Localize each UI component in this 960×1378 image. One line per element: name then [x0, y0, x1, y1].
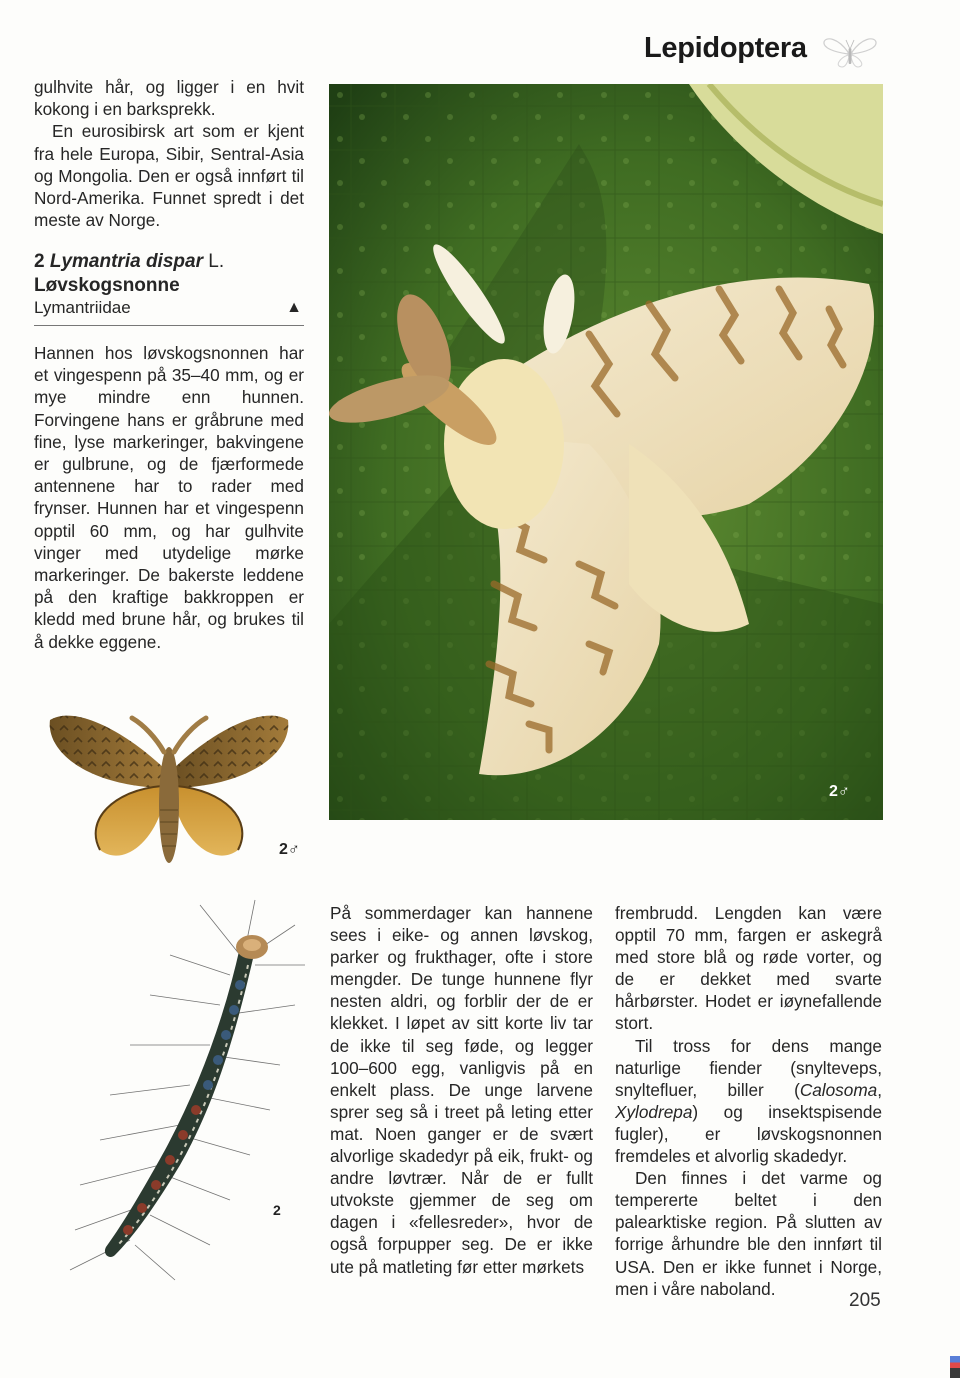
status-triangle: ▲ [286, 299, 302, 316]
larva-figure-label: 2 [273, 1202, 281, 1218]
species-latin-name: Lymantria dispar [49, 251, 203, 272]
male-figure-label: 2♂ [279, 841, 300, 858]
species-common-name: Løvskogsnonne [34, 275, 180, 296]
species-number: 2 [34, 251, 45, 272]
species-heading [34, 250, 304, 326]
page-number: 205 [849, 1290, 881, 1311]
section-title: Lepidoptera [644, 32, 807, 64]
description-right-paragraph-2: Til tross for dens mange naturlige fiender (snylteveps, snyltefluer, biller (Calosoma, Xylodrepa) og insektspisende fugler), er løvskogsnonnen fremdeles et alvorlig skadedyr. [615, 1035, 882, 1167]
species-name [34, 250, 304, 274]
intro-paragraph-1: gulhvite hår, og ligger i en hvit kokong i en barksprekk. [34, 77, 304, 120]
species-author: L. [208, 251, 225, 272]
species-family-row [34, 297, 304, 326]
larva-illustration [40, 895, 310, 1285]
description-right-paragraph-1: frembrudd. Lengden kan være opptil 70 mm, fargen er askegrå med store blå og røde vorter, og de er dekket med svarte hårbørster. Hodet er iøynefallende stort. [615, 903, 882, 1034]
intro-paragraph-2: En eurosibirsk art som er kjent fra hele Europa, Sibir, Sentral-Asia og Mongolia. Den er også innført til Nord-Amerika. Funnet spredt i det meste av Norge. [34, 121, 304, 231]
male-moth-illustration [44, 700, 294, 875]
description-left [34, 342, 304, 653]
description-right [615, 902, 882, 1300]
butterfly-icon [820, 34, 880, 70]
color-edge-mark [950, 1356, 960, 1378]
species-family: Lymantriidae [34, 298, 131, 317]
moth-photo [329, 84, 883, 820]
description-right-paragraph-3: Den finnes i det varme og tempererte beltet i den palearktiske region. På slutten av forrige århundre ble den innført til USA. Den er ikke funnet i Norge, men i våre naboland. [615, 1168, 882, 1299]
description-middle-paragraph: På sommerdager kan hannene sees i eike- og annen løvskog, parker og frukthager, ofte i store mengder. De tunge hunnene flyr nesten aldri, og forblir der de er klekket. I løpet av sitt korte liv tar de ikke til seg føde, og legger 100–600 egg, vanligvis på en enkelt plass. De unge larvene sprer seg så i treet på leting etter mat. Noen ganger er de svært alvorlige skadedyr på eik, frukt- og andre løvtrær. Når de er fullt utvokste gjemmer de seg om dagen i «fellesreder», hvor de også forpupper seg. De er ikke ute på matleting før etter mørkets [330, 903, 593, 1277]
intro-text [34, 76, 304, 231]
genus-xylodrepa: Xylodrepa [615, 1101, 693, 1122]
description-left-paragraph: Hannen hos løvskogsnonnen har et vingespenn på 35–40 mm, og er mye mindre enn hunnen. Forvingene hans er gråbrune med fine, lyse markeringer, bakvingene er gulbrune, og de fjærformede antennene har to rader med frynser. Hunnen har et vingespenn opptil 60 mm, og har gulhvite vinger med utydelige mørke markeringer. De bakerste leddene på den kraftige bakkroppen er kledd med brune hår, og brukes til å dekke eggene. [34, 343, 304, 652]
description-middle [330, 902, 593, 1278]
photo-figure-label: 2♂ [829, 783, 850, 800]
female-moth-on-leaf-image [329, 84, 883, 820]
genus-calosoma: Calosoma [799, 1079, 878, 1100]
